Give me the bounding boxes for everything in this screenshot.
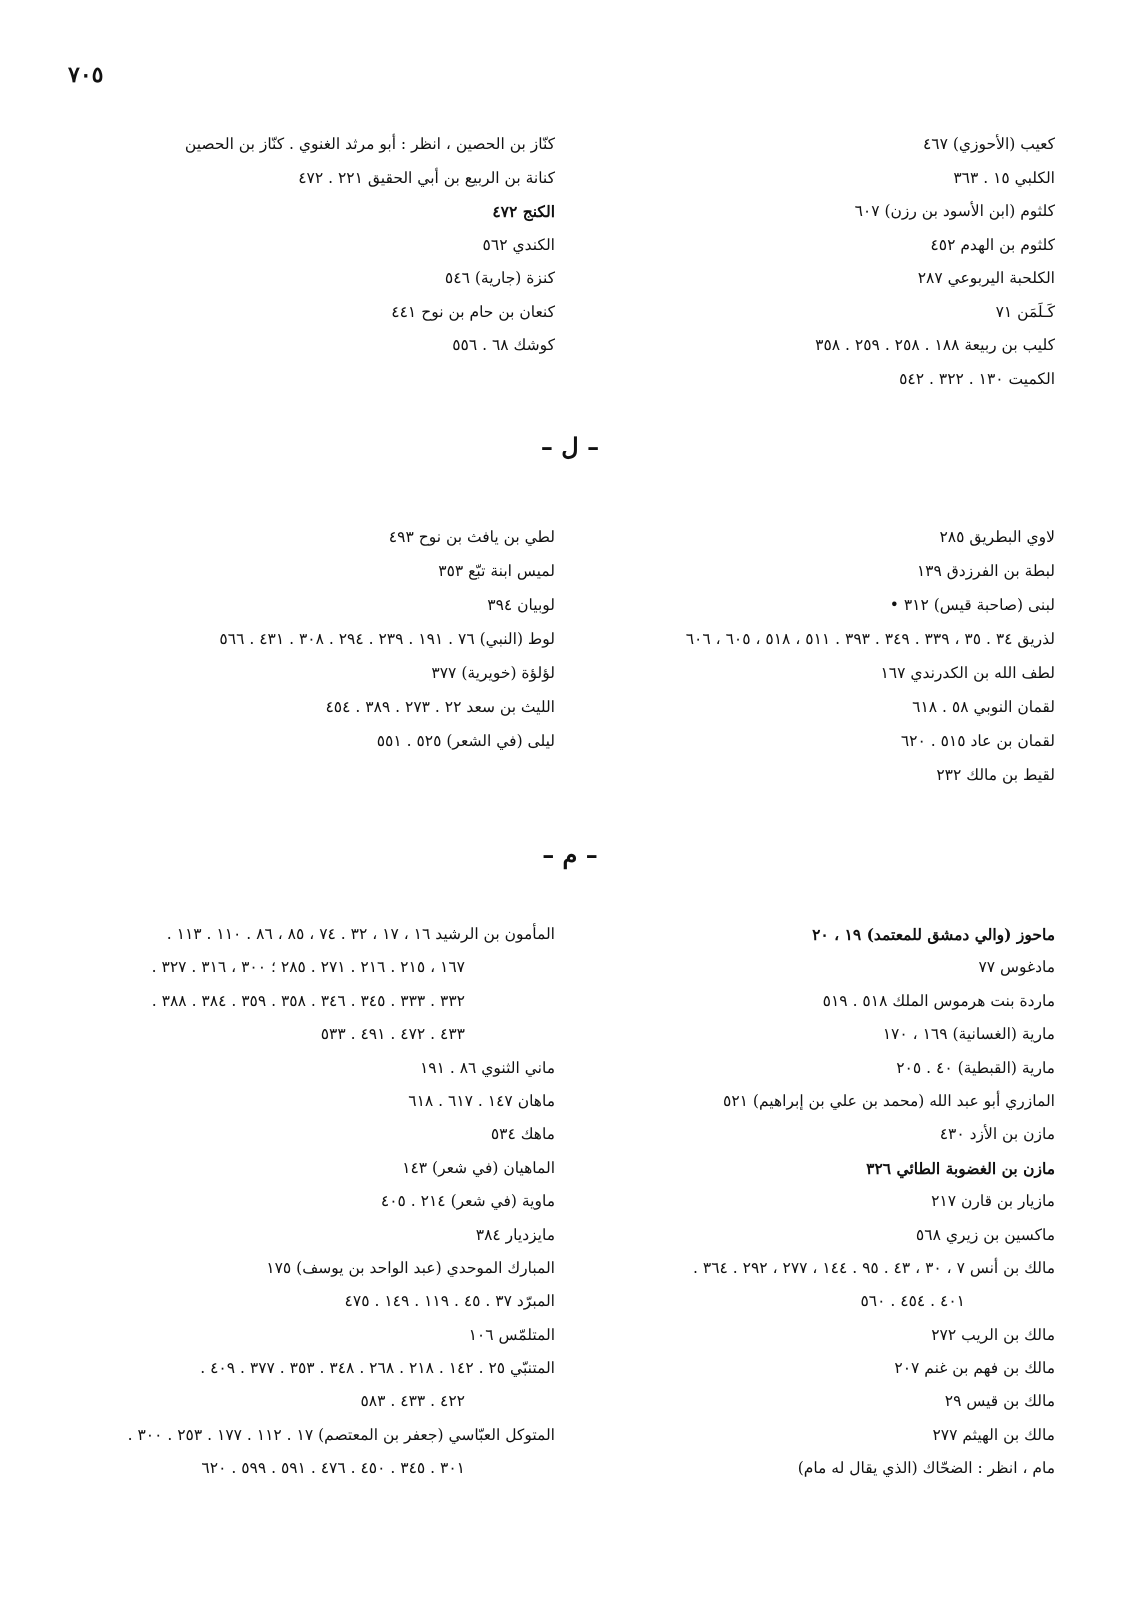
index-entry: ٤٠١ . ٤٥٤ . ٥٦٠ xyxy=(860,1292,965,1311)
index-entry: الكلبي ١٥ . ٣٦٣ xyxy=(953,168,1055,187)
column-left xyxy=(55,918,555,1486)
index-entry: ماوية (في شعر) ٢١٤ . ٤٠٥ xyxy=(380,1192,555,1211)
column-left xyxy=(55,128,555,363)
index-entry: ٣٠١ . ٣٤٥ . ٤٥٠ . ٤٧٦ . ٥٩١ . ٥٩٩ . ٦٢٠ xyxy=(201,1459,465,1478)
column-left xyxy=(55,520,555,758)
index-entry: المازري أبو عبد الله (محمد بن علي بن إبراهيم) ٥٢١ xyxy=(723,1091,1055,1110)
index-entry: مام ، انظر : الضحّاك (الذي يقال له مام) xyxy=(797,1459,1055,1478)
index-entry: مالك بن الريب ٢٧٢ xyxy=(931,1325,1055,1344)
index-entry: ١٦٧ ، ٢١٥ . ٢١٦ . ٢٧١ . ٢٨٥ ؛ ٣٠٠ ، ٣١٦ . ٣٢٧ . xyxy=(151,958,465,977)
index-entry: مالك بن الهيثم ٢٧٧ xyxy=(932,1425,1055,1444)
index-entry: كوشك ٦٨ . ٥٥٦ xyxy=(452,336,555,354)
index-entry: ماهان ١٤٧ . ٦١٧ . ٦١٨ xyxy=(408,1091,555,1110)
index-entry: كنانة بن الربيع بن أبي الحقيق ٢٢١ . ٤٧٢ xyxy=(298,168,555,187)
index-entry: مالك بن قيس ٢٩ xyxy=(944,1392,1055,1411)
index-entry: لؤلؤة (خويرية) ٣٧٧ xyxy=(431,664,555,682)
index-entry: المبرّد ٣٧ . ٤٥ . ١١٩ . ١٤٩ . ٤٧٥ xyxy=(344,1292,555,1311)
index-entry: ٤٣٣ . ٤٧٢ . ٤٩١ . ٥٣٣ xyxy=(320,1025,465,1044)
index-entry: مازيار بن قارن ٢١٧ xyxy=(931,1192,1055,1211)
index-entry: لوبيان ٣٩٤ xyxy=(487,596,555,614)
index-entry: الليث بن سعد ٢٢ . ٢٧٣ . ٣٨٩ . ٤٥٤ xyxy=(325,698,555,716)
index-entry: ماكسين بن زيري ٥٦٨ xyxy=(915,1225,1055,1244)
index-entry: لطي بن يافث بن نوح ٤٩٣ xyxy=(388,528,555,546)
index-entry: المتنبّي ٢٥ . ١٤٢ . ٢١٨ . ٢٦٨ . ٣٤٨ . ٣٥٣ . ٣٧٧ . ٤٠٩ . xyxy=(200,1359,555,1378)
index-entry: الكندي ٥٦٢ xyxy=(482,235,555,254)
index-entry: مازن بن الغضوبة الطائي ٣٢٦ xyxy=(866,1158,1055,1178)
index-entry: الماهيان (في شعر) ١٤٣ xyxy=(402,1158,555,1177)
index-entry: المتلمّس ١٠٦ xyxy=(468,1325,555,1344)
index-entry: ماحوز (والي دمشق للمعتمد) ١٩ ، ٢٠ xyxy=(812,925,1055,944)
index-entry: ٣٣٢ . ٣٣٣ . ٣٤٥ . ٣٤٦ . ٣٥٨ . ٣٥٩ . ٣٨٤ . ٣٨٨ . xyxy=(151,991,465,1010)
index-entry: المتوكل العبّاسي (جعفر بن المعتصم) ١٧ . ١١٢ . ١٧٧ . ٢٥٣ . ٣٠٠ . xyxy=(127,1425,555,1444)
index-entry: لبنى (صاحبة قيس) ٣١٢ • xyxy=(889,596,1055,614)
index-entry: الكنج ٤٧٢ xyxy=(492,202,555,221)
index-entry: لاوي البطريق ٢٨٥ xyxy=(939,528,1055,546)
column-right xyxy=(555,128,1055,396)
section-heading-mim: – م – xyxy=(542,840,598,869)
index-entry: ماني الثنوي ٨٦ . ١٩١ xyxy=(419,1058,555,1077)
index-entry: مادغوس ٧٧ xyxy=(978,958,1055,977)
index-entry: كَـلَمَن ٧١ xyxy=(995,302,1055,321)
index-entry: مايزديار ٣٨٤ xyxy=(475,1225,555,1244)
index-entry: ليلى (في الشعر) ٥٢٥ . ٥٥١ xyxy=(376,732,555,750)
index-entry: الكلحبة اليربوعي ٢٨٧ xyxy=(917,269,1055,287)
index-entry: لميس ابنة تبّع ٣٥٣ xyxy=(438,562,555,580)
column-right xyxy=(555,918,1055,1486)
index-entry: كنزة (جارية) ٥٤٦ xyxy=(444,269,555,287)
index-entry: المبارك الموحدي (عبد الواحد بن يوسف) ١٧٥ xyxy=(266,1258,555,1277)
index-entry: ماهك ٥٣٤ xyxy=(490,1125,555,1144)
index-entry: كليب بن ربيعة ١٨٨ . ٢٥٨ . ٢٥٩ . ٣٥٨ xyxy=(815,336,1055,354)
index-entry: لقمان بن عاد ٥١٥ . ٦٢٠ xyxy=(900,732,1055,750)
page-number: ٧٠٥ xyxy=(68,62,104,88)
index-entry: كنعان بن حام بن نوح ٤٤١ xyxy=(391,302,555,321)
index-entry: كنّاز بن الحصين ، انظر : أبو مرثد الغنوي . كنّاز بن الحصين xyxy=(184,135,555,153)
index-entry: كعيب (الأحوزي) ٤٦٧ xyxy=(922,135,1055,153)
section-heading-lam: – ل – xyxy=(540,432,600,461)
index-entry: كلثوم (ابن الأسود بن رزن) ٦٠٧ xyxy=(854,202,1055,220)
index-entry: لقمان النوبي ٥٨ . ٦١٨ xyxy=(912,698,1055,716)
index-entry: لوط (النبي) ٧٦ . ١٩١ . ٢٣٩ . ٢٩٤ . ٣٠٨ . ٤٣١ . ٥٦٦ xyxy=(219,630,555,648)
index-entry: ٤٢٢ . ٤٣٣ . ٥٨٣ xyxy=(360,1392,465,1411)
index-entry: لطف الله بن الكدرندي ١٦٧ xyxy=(880,664,1055,682)
index-entry: مارية (القبطية) ٤٠ . ٢٠٥ xyxy=(896,1058,1055,1077)
index-entry: لبطة بن الفرزدق ١٣٩ xyxy=(916,562,1055,580)
index-entry: الكميت ١٣٠ . ٣٢٢ . ٥٤٢ xyxy=(899,369,1055,388)
index-entry: ماردة بنت هرموس الملك ٥١٨ . ٥١٩ xyxy=(822,991,1055,1010)
index-entry: مازن بن الأزد ٤٣٠ xyxy=(939,1125,1055,1144)
index-entry: مالك بن أنس ٧ ، ٣٠ ، ٤٣ . ٩٥ . ١٤٤ ، ٢٧٧ ، ٢٩٢ . ٣٦٤ . xyxy=(693,1258,1055,1277)
index-entry: لذريق ٣٤ . ٣٥ ، ٣٣٩ . ٣٤٩ . ٣٩٣ . ٥١١ ، ٥١٨ ، ٦٠٥ ، ٦٠٦ xyxy=(685,630,1055,648)
index-entry: كلثوم بن الهدم ٤٥٢ xyxy=(930,235,1055,254)
index-entry: مارية (الغسانية) ١٦٩ ، ١٧٠ xyxy=(882,1025,1055,1044)
index-entry: لقيط بن مالك ٢٣٢ xyxy=(936,766,1055,784)
index-entry: مالك بن فهم بن غنم ٢٠٧ xyxy=(894,1359,1055,1378)
index-entry: المأمون بن الرشيد ١٦ ، ١٧ ، ٣٢ . ٧٤ ، ٨٥ ، ٨٦ . ١١٠ . ١١٣ . xyxy=(166,925,555,943)
column-right xyxy=(555,520,1055,792)
